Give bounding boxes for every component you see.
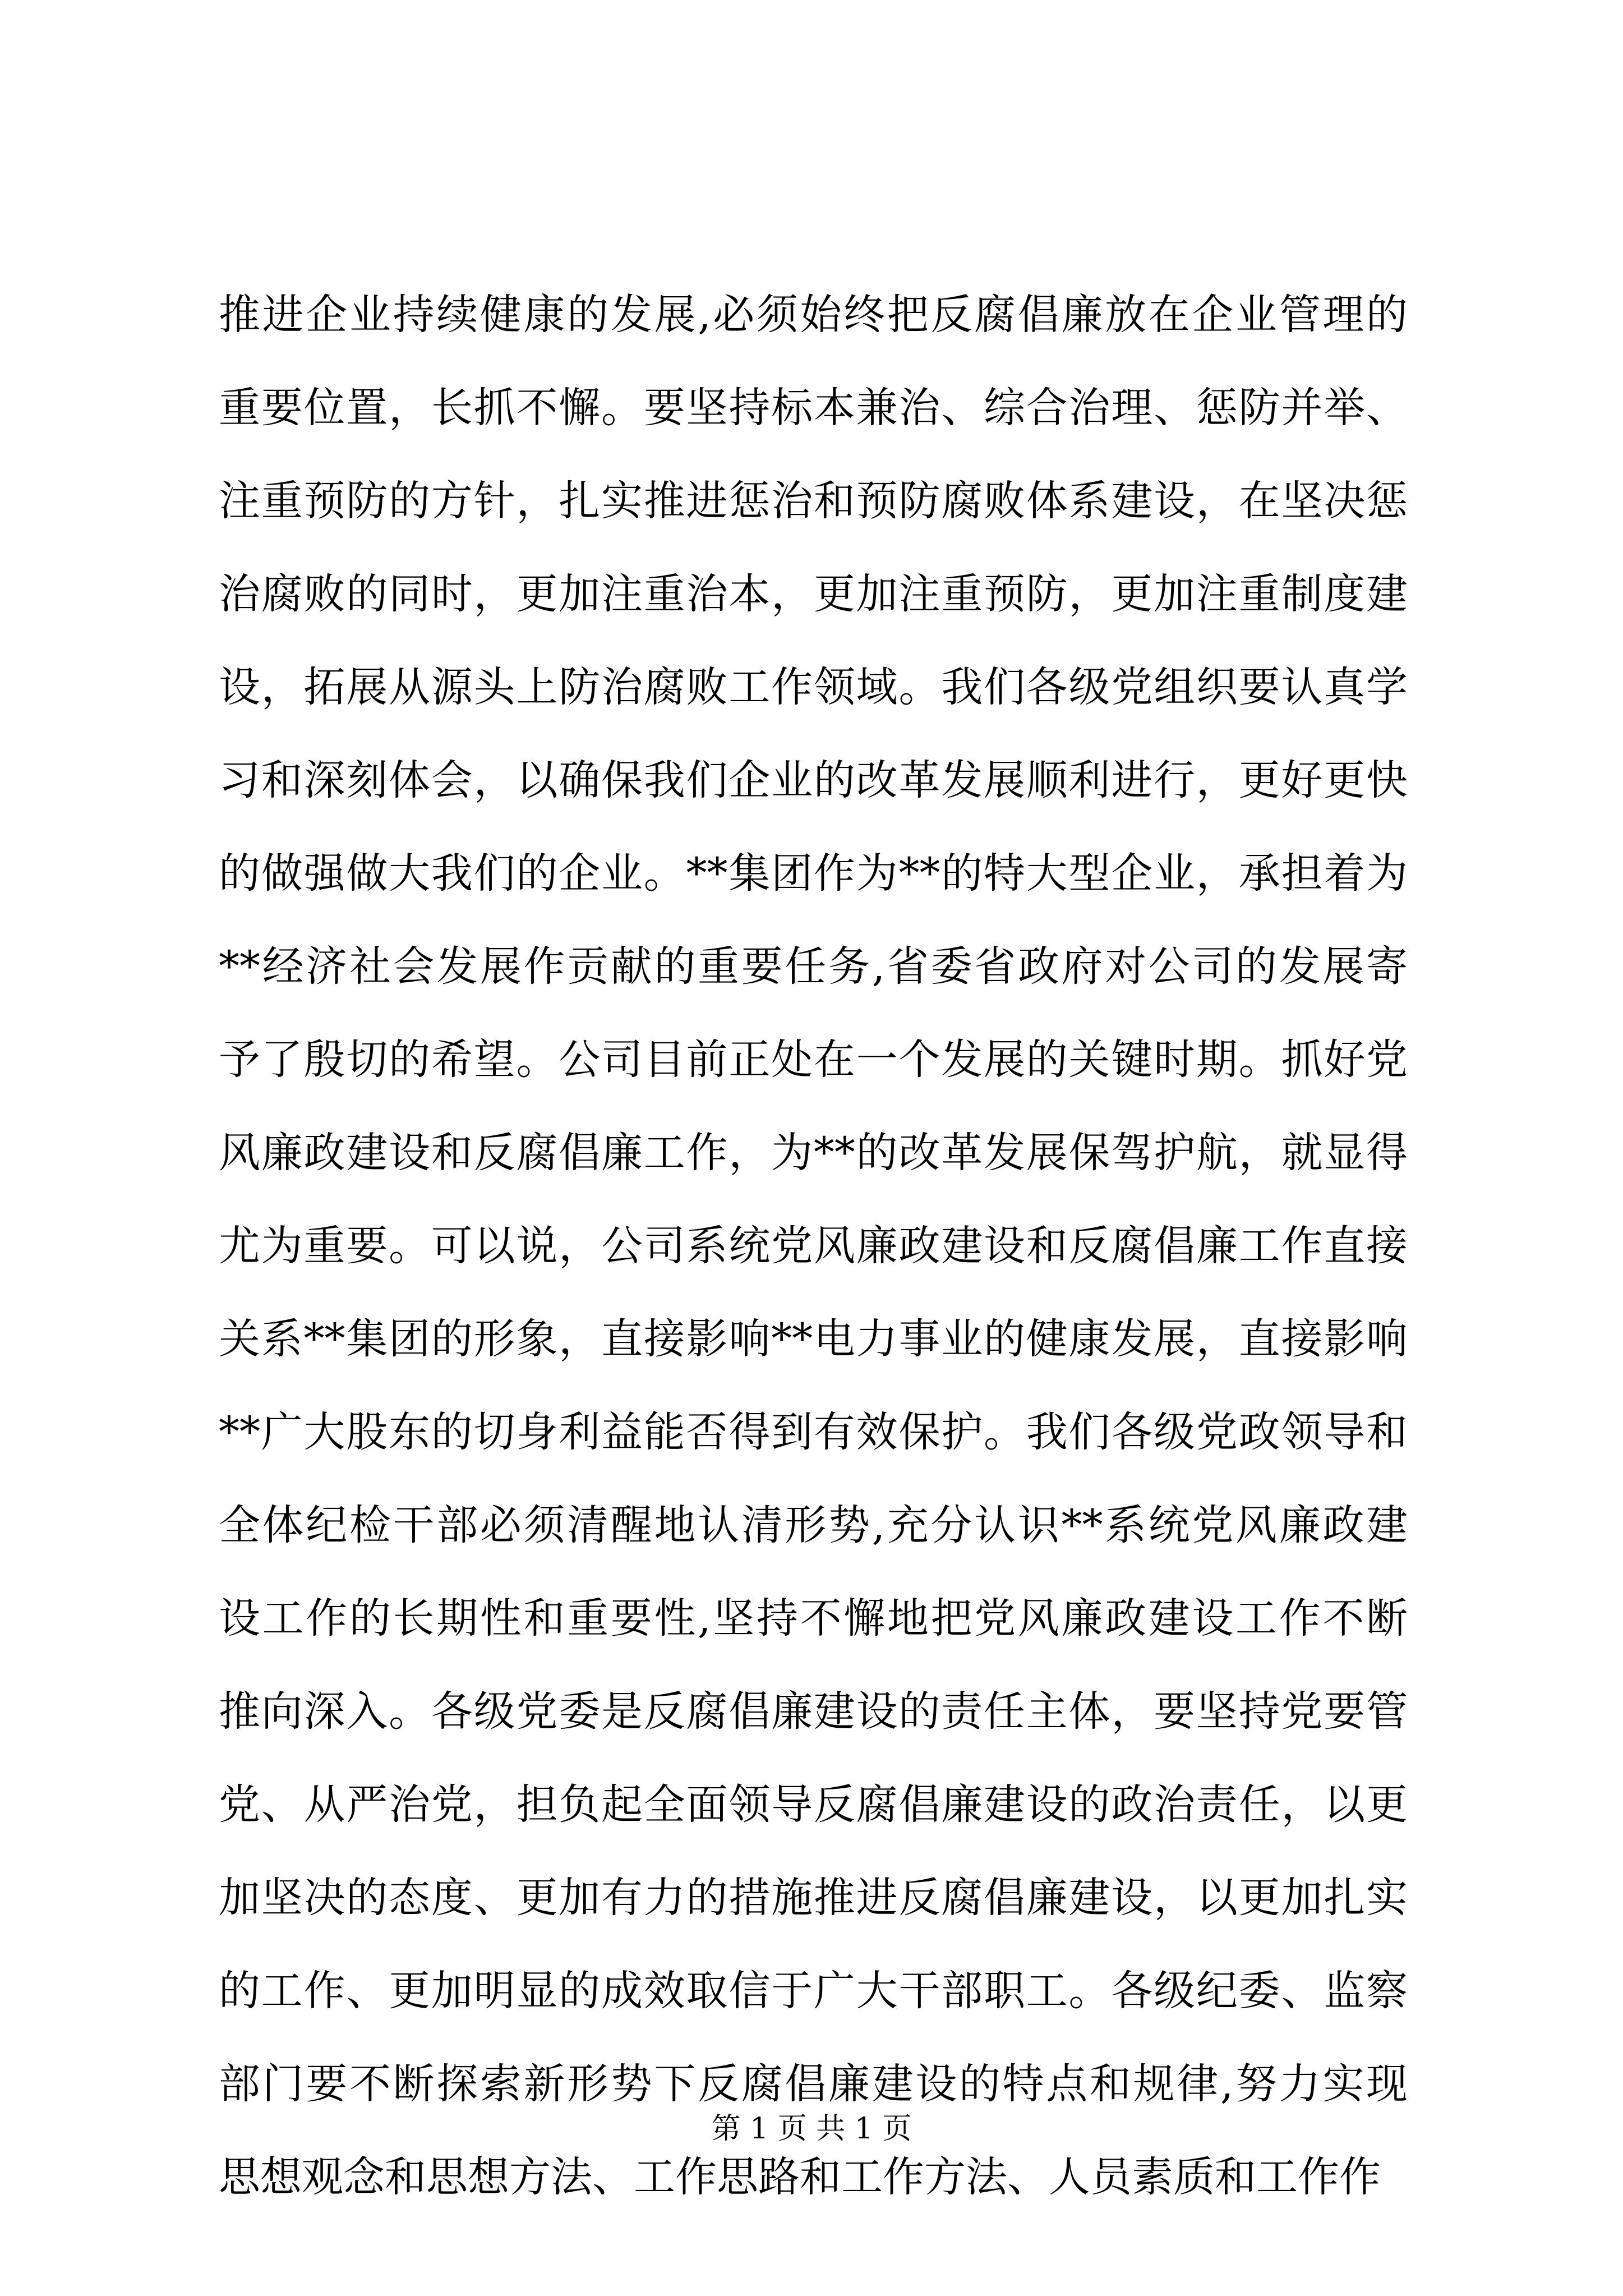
text-line: 的做强做大我们的企业。**集团作为**的特大型企业，承担着为 — [219, 849, 1408, 898]
text-line: 加坚决的态度、更加有力的措施推进反腐倡廉建设，以更加扎实 — [219, 1874, 1408, 1922]
text-line: 推向深入。各级党委是反腐倡廉建设的责任主体，要坚持党要管 — [219, 1687, 1408, 1736]
text-line: **经济社会发展作贡献的重要任务,省委省政府对公司的发展寄 — [219, 942, 1408, 991]
text-line: 风廉政建设和反腐倡廉工作，为**的改革发展保驾护航，就显得 — [219, 1129, 1408, 1177]
body-text — [219, 268, 1408, 2224]
text-line: 设工作的长期性和重要性,坚持不懈地把党风廉政建设工作不断 — [219, 1594, 1408, 1642]
text-line: 习和深刻体会，以确保我们企业的改革发展顺利进行，更好更快 — [219, 756, 1408, 804]
text-line: 的工作、更加明显的成效取信于广大干部职工。各级纪委、监察 — [219, 1967, 1408, 2015]
text-line: 推进企业持续健康的发展,必须始终把反腐倡廉放在企业管理的 — [219, 291, 1408, 339]
page-number-footer: 第 1 页 共 1 页 — [711, 2112, 912, 2146]
text-line: 重要位置，长抓不懈。要坚持标本兼治、综合治理、惩防并举、 — [219, 384, 1408, 432]
text-line: 关系**集团的形象，直接影响**电力事业的健康发展，直接影响 — [219, 1315, 1408, 1363]
text-line: 党、从严治党，担负起全面领导反腐倡廉建设的政治责任，以更 — [219, 1780, 1408, 1829]
text-line: 设，拓展从源头上防治腐败工作领域。我们各级党组织要认真学 — [219, 663, 1408, 711]
text-line: 予了殷切的希望。公司目前正处在一个发展的关键时期。抓好党 — [219, 1036, 1408, 1084]
text-line: **广大股东的切身利益能否得到有效保护。我们各级党政领导和 — [219, 1408, 1408, 1456]
text-line: 部门要不断探索新形势下反腐倡廉建设的特点和规律,努力实现 — [219, 2060, 1408, 2108]
text-line: 思想观念和思想方法、工作思路和工作方法、人员素质和工作作 — [219, 2153, 1381, 2201]
text-line: 全体纪检干部必须清醒地认清形势,充分认识**系统党风廉政建 — [219, 1501, 1408, 1549]
text-line: 注重预防的方针，扎实推进惩治和预防腐败体系建设，在坚决惩 — [219, 477, 1408, 525]
text-line: 治腐败的同时，更加注重治本，更加注重预防，更加注重制度建 — [219, 570, 1408, 618]
text-line: 尤为重要。可以说，公司系统党风廉政建设和反腐倡廉工作直接 — [219, 1222, 1408, 1270]
